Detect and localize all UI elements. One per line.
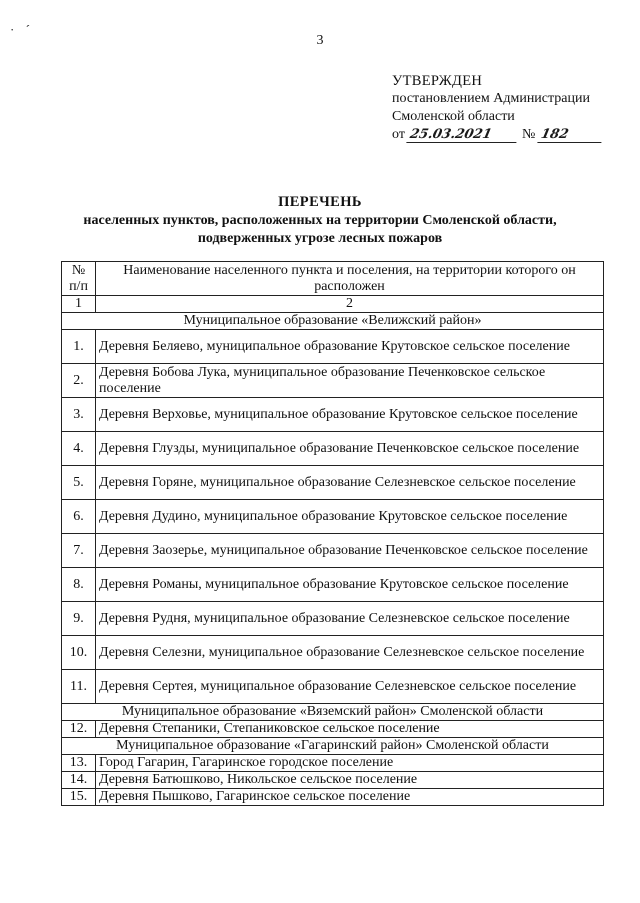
section-title: Муниципальное образование «Велижский район» [62, 313, 604, 330]
row-number: 13. [62, 755, 96, 772]
settlement-name: Деревня Горяне, муниципальное образование Селезневское сельское поселение [96, 466, 604, 500]
document-title [0, 193, 640, 248]
number-label: № [521, 127, 536, 142]
table-row [62, 432, 604, 466]
index-name: 2 [96, 296, 604, 313]
row-number: 1. [62, 330, 96, 364]
settlement-name: Деревня Беляево, муниципальное образование Крутовское сельское поселение [96, 330, 604, 364]
row-number: 4. [62, 432, 96, 466]
from-label: от [392, 127, 405, 142]
title-main: ПЕРЕЧЕНЬ [278, 194, 362, 210]
settlements-table [61, 261, 604, 806]
settlement-name: Деревня Романы, муниципальное образование Крутовское сельское поселение [96, 568, 604, 602]
row-number: 5. [62, 466, 96, 500]
row-number: 12. [62, 721, 96, 738]
table-row [62, 789, 604, 806]
settlement-name: Город Гагарин, Гагаринское городское поселение [96, 755, 604, 772]
settlement-name: Деревня Глузды, муниципальное образование Печенковское сельское поселение [96, 432, 604, 466]
settlement-name: Деревня Сертея, муниципальное образование Селезневское сельское поселение [96, 670, 604, 704]
section-title: Муниципальное образование «Гагаринский район» Смоленской области [62, 738, 604, 755]
table-row [62, 500, 604, 534]
table-row [62, 534, 604, 568]
page-number: 3 [316, 33, 324, 48]
approval-line-2: Смоленской области [392, 109, 515, 124]
title-line-2: подверженных угрозе лесных пожаров [197, 231, 443, 246]
row-number: 7. [62, 534, 96, 568]
section-title: Муниципальное образование «Вяземский район» Смоленской области [62, 704, 604, 721]
table-row [62, 636, 604, 670]
row-number: 2. [62, 364, 96, 398]
table-row [62, 466, 604, 500]
table-index-row [62, 296, 604, 313]
title-line-1: населенных пунктов, расположенных на территории Смоленской области, [83, 213, 557, 228]
index-num: 1 [62, 296, 96, 313]
handwritten-number: 182 [537, 127, 604, 143]
approval-date-line [392, 126, 603, 144]
settlement-name: Деревня Рудня, муниципальное образование Селезневское сельское поселение [96, 602, 604, 636]
settlement-name: Деревня Бобова Лука, муниципальное образование Печенковское сельское поселение [96, 364, 604, 398]
table-row [62, 602, 604, 636]
table-row [62, 364, 604, 398]
table-header-row [62, 262, 604, 296]
row-number: 11. [62, 670, 96, 704]
approval-stamp [392, 72, 603, 144]
row-number: 8. [62, 568, 96, 602]
table-row [62, 330, 604, 364]
scan-mark: · ˊ [10, 22, 34, 37]
table-row [62, 670, 604, 704]
section-row [62, 738, 604, 755]
row-number: 3. [62, 398, 96, 432]
approval-heading: УТВЕРЖДЕН [392, 73, 483, 89]
settlement-name: Деревня Селезни, муниципальное образование Селезневское сельское поселение [96, 636, 604, 670]
table-row [62, 772, 604, 789]
header-num: № п/п [62, 262, 96, 296]
row-number: 14. [62, 772, 96, 789]
approval-line-1: постановлением Администрации [392, 91, 590, 106]
row-number: 9. [62, 602, 96, 636]
settlement-name: Деревня Дудино, муниципальное образование Крутовское сельское поселение [96, 500, 604, 534]
settlement-name: Деревня Степаники, Степаниковское сельское поселение [96, 721, 604, 738]
row-number: 15. [62, 789, 96, 806]
table-row [62, 398, 604, 432]
settlement-name: Деревня Верховье, муниципальное образование Крутовское сельское поселение [96, 398, 604, 432]
section-row [62, 313, 604, 330]
handwritten-date: 25.03.2021 [407, 127, 520, 143]
row-number: 10. [62, 636, 96, 670]
header-name: Наименование населенного пункта и поселения, на территории которого он расположен [96, 262, 604, 296]
settlement-name: Деревня Заозерье, муниципальное образование Печенковское сельское поселение [96, 534, 604, 568]
settlement-name: Деревня Батюшково, Никольское сельское поселение [96, 772, 604, 789]
settlement-name: Деревня Пышково, Гагаринское сельское поселение [96, 789, 604, 806]
table-row [62, 755, 604, 772]
table-row [62, 568, 604, 602]
row-number: 6. [62, 500, 96, 534]
section-row [62, 704, 604, 721]
table-row [62, 721, 604, 738]
